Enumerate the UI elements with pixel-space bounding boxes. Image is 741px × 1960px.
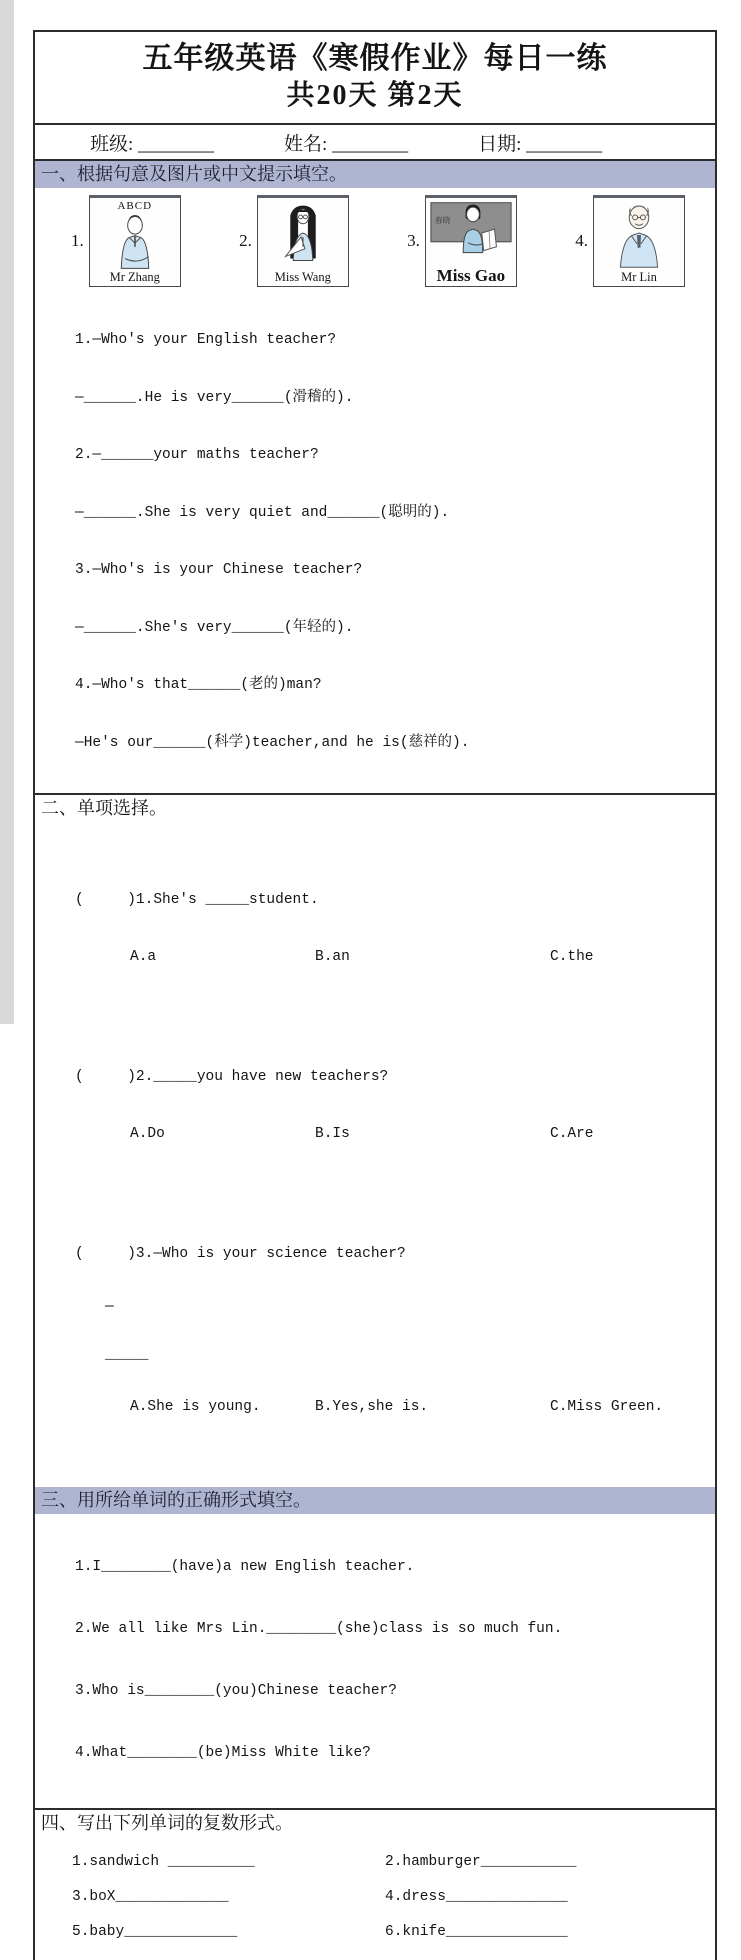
class-field	[90, 129, 214, 156]
question-line: —______.She is very quiet and______(聪明的).	[75, 504, 450, 521]
image-frame	[257, 195, 349, 287]
question-line: 1.I________(have)a new English teacher.	[75, 1559, 415, 1575]
miss-wang-illustration	[258, 203, 348, 269]
question-line: 4.What________(be)Miss White like?	[75, 1745, 371, 1761]
section4-items	[35, 1837, 715, 1960]
question-line: 2.—______your maths teacher?	[75, 447, 319, 463]
choice-question-2	[75, 1033, 715, 1178]
question-line: 3.—Who's is your Chinese teacher?	[75, 562, 363, 578]
plural-item: 3.boX_____________	[72, 1889, 229, 1905]
teacher-image-mr-zhang	[71, 195, 181, 287]
name-blank: ________	[332, 133, 409, 155]
plural-item: 1.sandwich __________	[72, 1854, 255, 1870]
options-row	[75, 945, 715, 969]
mr-lin-illustration	[594, 202, 684, 268]
section3-questions	[35, 1514, 715, 1808]
image-number: 1.	[71, 231, 84, 250]
options-row	[75, 1122, 715, 1146]
blackboard-text: 春晓	[434, 216, 451, 226]
question-line: 1.—Who's your English teacher?	[75, 332, 337, 348]
option-b: B.Yes,she is.	[315, 1399, 429, 1415]
date-label: 日期:	[478, 133, 527, 155]
image-frame	[593, 195, 685, 287]
option-b: B.Is	[315, 1126, 350, 1142]
page-title: 五年级英语《寒假作业》每日一练	[142, 42, 608, 75]
choice-question-1	[75, 856, 715, 1001]
question-stem: ( )2._____you have new teachers?	[75, 1069, 389, 1085]
teacher-image-mr-lin	[575, 195, 685, 287]
teacher-images-row	[35, 188, 715, 293]
image-frame	[89, 195, 181, 287]
option-c: C.Miss Green.	[550, 1399, 664, 1415]
image-number: 4.	[575, 231, 588, 250]
class-label: 班级:	[90, 133, 139, 155]
section2-questions	[35, 822, 715, 1487]
date-blank: ________	[526, 133, 603, 155]
section2-header: 二、单项选择。	[35, 793, 715, 822]
section1-header: 一、根据句意及图片或中文提示填空。	[35, 161, 715, 188]
option-c: C.the	[550, 949, 594, 965]
plural-item: 6.knife______________	[385, 1924, 568, 1940]
teacher-image-miss-wang	[239, 195, 349, 287]
section1-questions	[35, 293, 715, 793]
worksheet-page	[33, 30, 717, 1960]
question-line: 4.—Who's that______(老的)man?	[75, 677, 322, 693]
option-a: A.Do	[130, 1126, 165, 1142]
question-stem: ( )1.She's _____student.	[75, 892, 319, 908]
option-b: B.an	[315, 949, 350, 965]
question-stem: ( )3.—Who is your science teacher?	[75, 1246, 406, 1262]
date-field	[478, 129, 602, 156]
question-line: 3.Who is________(you)Chinese teacher?	[75, 1683, 397, 1699]
image-top-label: ABCD	[117, 200, 153, 212]
meta-row	[35, 125, 715, 161]
answer-dash: —	[105, 1299, 114, 1315]
image-number: 2.	[239, 231, 252, 250]
name-field	[284, 129, 408, 156]
image-frame	[425, 195, 517, 287]
question-line: —______.He is very______(滑稽的).	[75, 389, 354, 406]
options-row	[75, 1395, 715, 1419]
name-label: 姓名:	[284, 133, 333, 155]
page-subtitle: 共20天 第2天	[286, 80, 464, 111]
mr-zhang-illustration	[90, 213, 180, 269]
plural-item: 4.dress______________	[385, 1889, 568, 1905]
plural-item: 2.hamburger___________	[385, 1854, 577, 1870]
section3-header: 三、用所给单词的正确形式填空。	[35, 1487, 715, 1514]
option-c: C.Are	[550, 1126, 594, 1142]
question-line: 2.We all like Mrs Lin.________(she)class is so much fun.	[75, 1621, 563, 1637]
scan-edge-strip	[0, 0, 14, 1024]
image-caption: Miss Wang	[274, 270, 331, 284]
image-caption: Miss Gao	[436, 266, 506, 285]
question-line: —______.She's very______(年轻的).	[75, 619, 354, 636]
section4-header: 四、写出下列单词的复数形式。	[35, 1808, 715, 1837]
question-line: —He's our______(科学)teacher,and he is(慈祥的).	[75, 734, 470, 751]
title-box	[35, 32, 715, 125]
image-caption: Mr Lin	[621, 270, 657, 284]
option-a: A.She is young.	[130, 1399, 261, 1415]
choice-question-3	[75, 1210, 715, 1451]
image-number: 3.	[407, 231, 420, 250]
answer-blank: _____	[105, 1347, 149, 1363]
image-caption: Mr Zhang	[109, 270, 160, 284]
teacher-image-miss-gao	[407, 195, 517, 287]
miss-gao-illustration	[426, 201, 516, 267]
option-a: A.a	[130, 949, 157, 965]
plural-item: 5.baby_____________	[72, 1924, 238, 1940]
class-blank: ________	[138, 133, 215, 155]
